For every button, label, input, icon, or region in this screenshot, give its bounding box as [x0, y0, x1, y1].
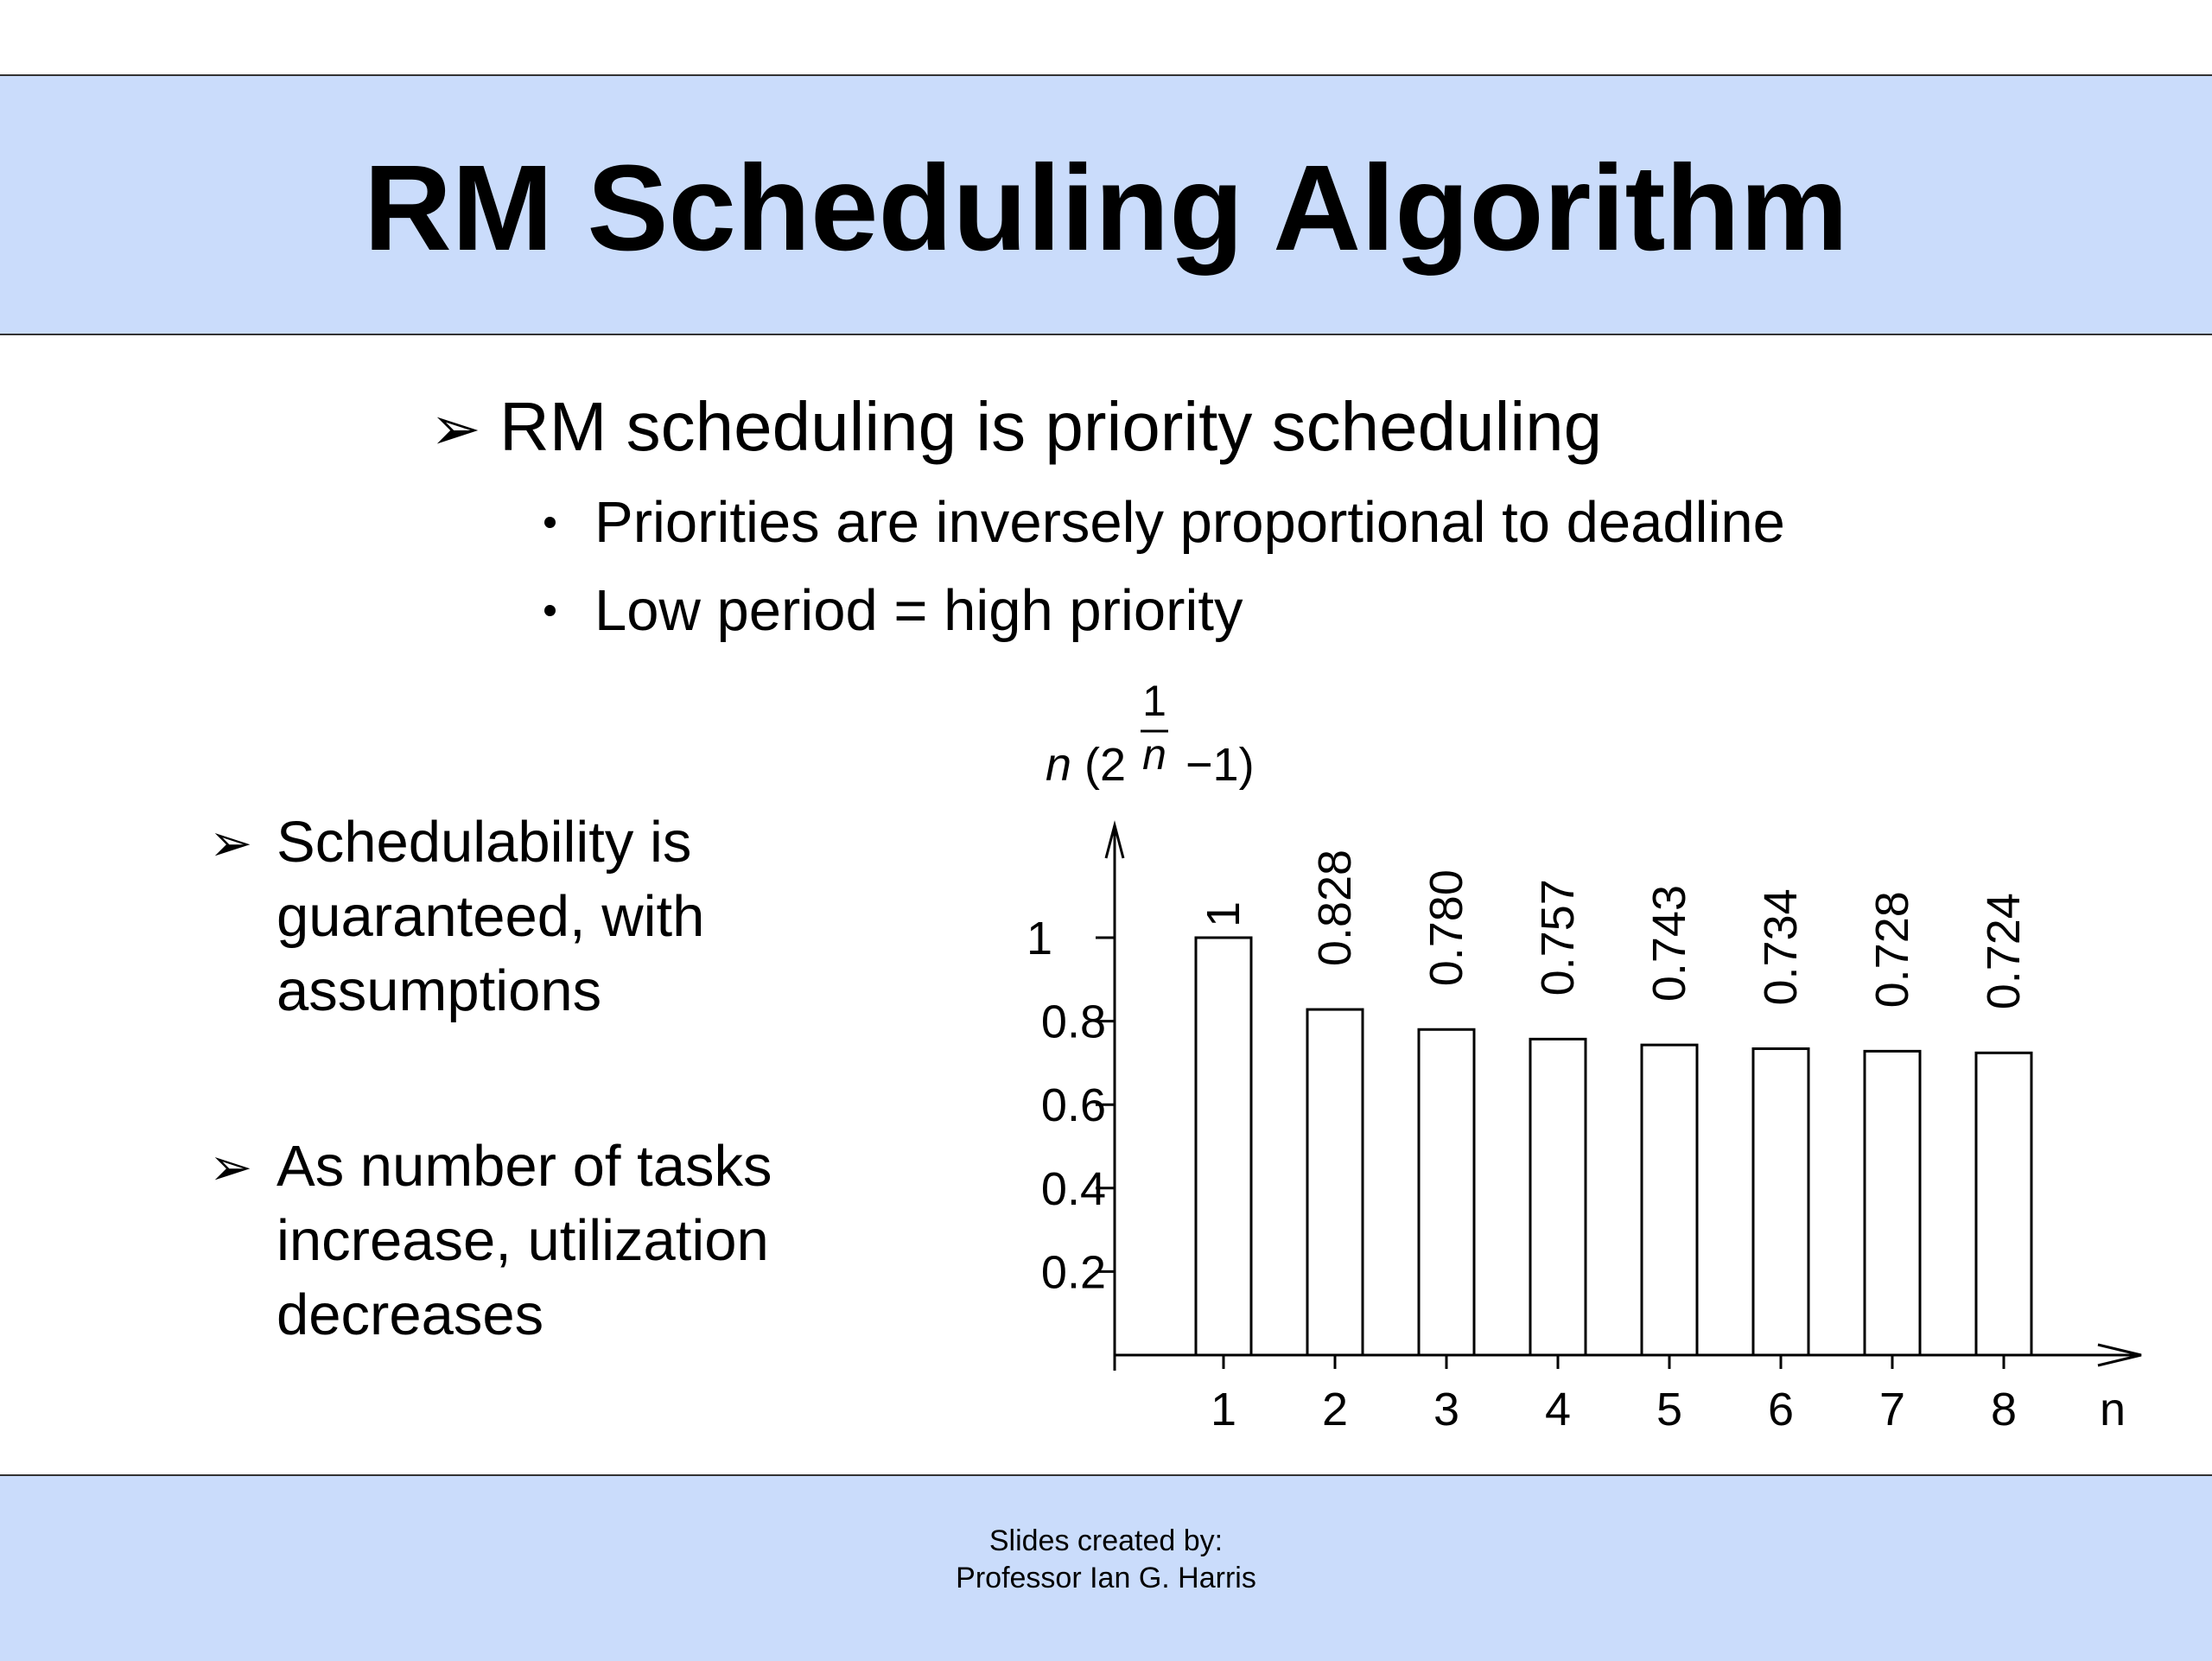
bar — [1307, 1009, 1363, 1355]
data-label: 0.757 — [1532, 879, 1584, 996]
y-axis-label-base: (2 — [1084, 739, 1127, 791]
y-tick-label: 0.2 — [1040, 1246, 1106, 1299]
slide-title: RM Scheduling Algorithm — [363, 139, 1849, 276]
x-tick-label: 1 — [1210, 1384, 1237, 1435]
bullet-line: decreases — [276, 1282, 544, 1347]
sub-bullet: Low period = high priority — [594, 578, 1243, 643]
data-label: 0.828 — [1309, 849, 1361, 967]
bullet-line: As number of tasks — [276, 1134, 772, 1199]
y-tick-label: 1 — [1026, 913, 1052, 964]
bar — [1753, 1048, 1808, 1355]
x-tick-label: 4 — [1544, 1384, 1572, 1435]
bullet-line: increase, utilization — [276, 1208, 769, 1273]
y-tick-label: 0.4 — [1040, 1162, 1106, 1215]
bar — [1196, 938, 1251, 1355]
sub-bullet: Priorities are inversely proportional to deadline — [594, 490, 1785, 555]
x-tick-label: 2 — [1321, 1384, 1349, 1435]
bar — [1530, 1039, 1586, 1355]
x-tick-label: 7 — [1878, 1384, 1906, 1435]
data-label: 0.724 — [1978, 893, 2030, 1010]
bar — [1642, 1045, 1697, 1355]
data-label: 0.743 — [1643, 884, 1695, 1002]
x-tick-label: 6 — [1767, 1384, 1795, 1435]
data-label: 1 — [1198, 901, 1249, 927]
main-bullet: RM scheduling is priority scheduling — [499, 388, 1603, 465]
bar — [1865, 1051, 1920, 1355]
bar — [1419, 1029, 1474, 1355]
data-label: 0.728 — [1866, 891, 1918, 1009]
arrow-bullet-icon: ➢ — [430, 393, 481, 464]
arrow-bullet-icon: ➢ — [209, 813, 253, 874]
y-axis-label-exp-den: n — [1142, 730, 1166, 779]
arrow-bullet-icon: ➢ — [209, 1137, 253, 1198]
bullet-line: guaranteed, with — [276, 884, 705, 949]
footer-credit — [0, 1523, 2212, 1597]
bar — [1976, 1053, 2031, 1355]
footer-line: Professor Ian G. Harris — [956, 1562, 1256, 1594]
bullet-line: assumptions — [276, 958, 602, 1023]
bullet-line: Schedulability is — [276, 810, 692, 875]
x-tick-label: 3 — [1433, 1384, 1460, 1435]
data-label: 0.734 — [1755, 888, 1807, 1006]
x-tick-label: 8 — [1990, 1384, 2018, 1435]
y-tick-label: 0.6 — [1040, 1079, 1106, 1132]
y-axis-label-tail: −1) — [1185, 739, 1255, 791]
x-axis-label: n — [2099, 1384, 2126, 1435]
y-axis-label-exp-num: 1 — [1142, 677, 1166, 725]
footer-line: Slides created by: — [988, 1524, 1224, 1557]
data-label: 0.780 — [1421, 869, 1472, 987]
y-axis-label-var: n — [1046, 739, 1072, 791]
y-tick-label: 0.8 — [1040, 996, 1106, 1048]
x-tick-label: 5 — [1656, 1384, 1683, 1435]
